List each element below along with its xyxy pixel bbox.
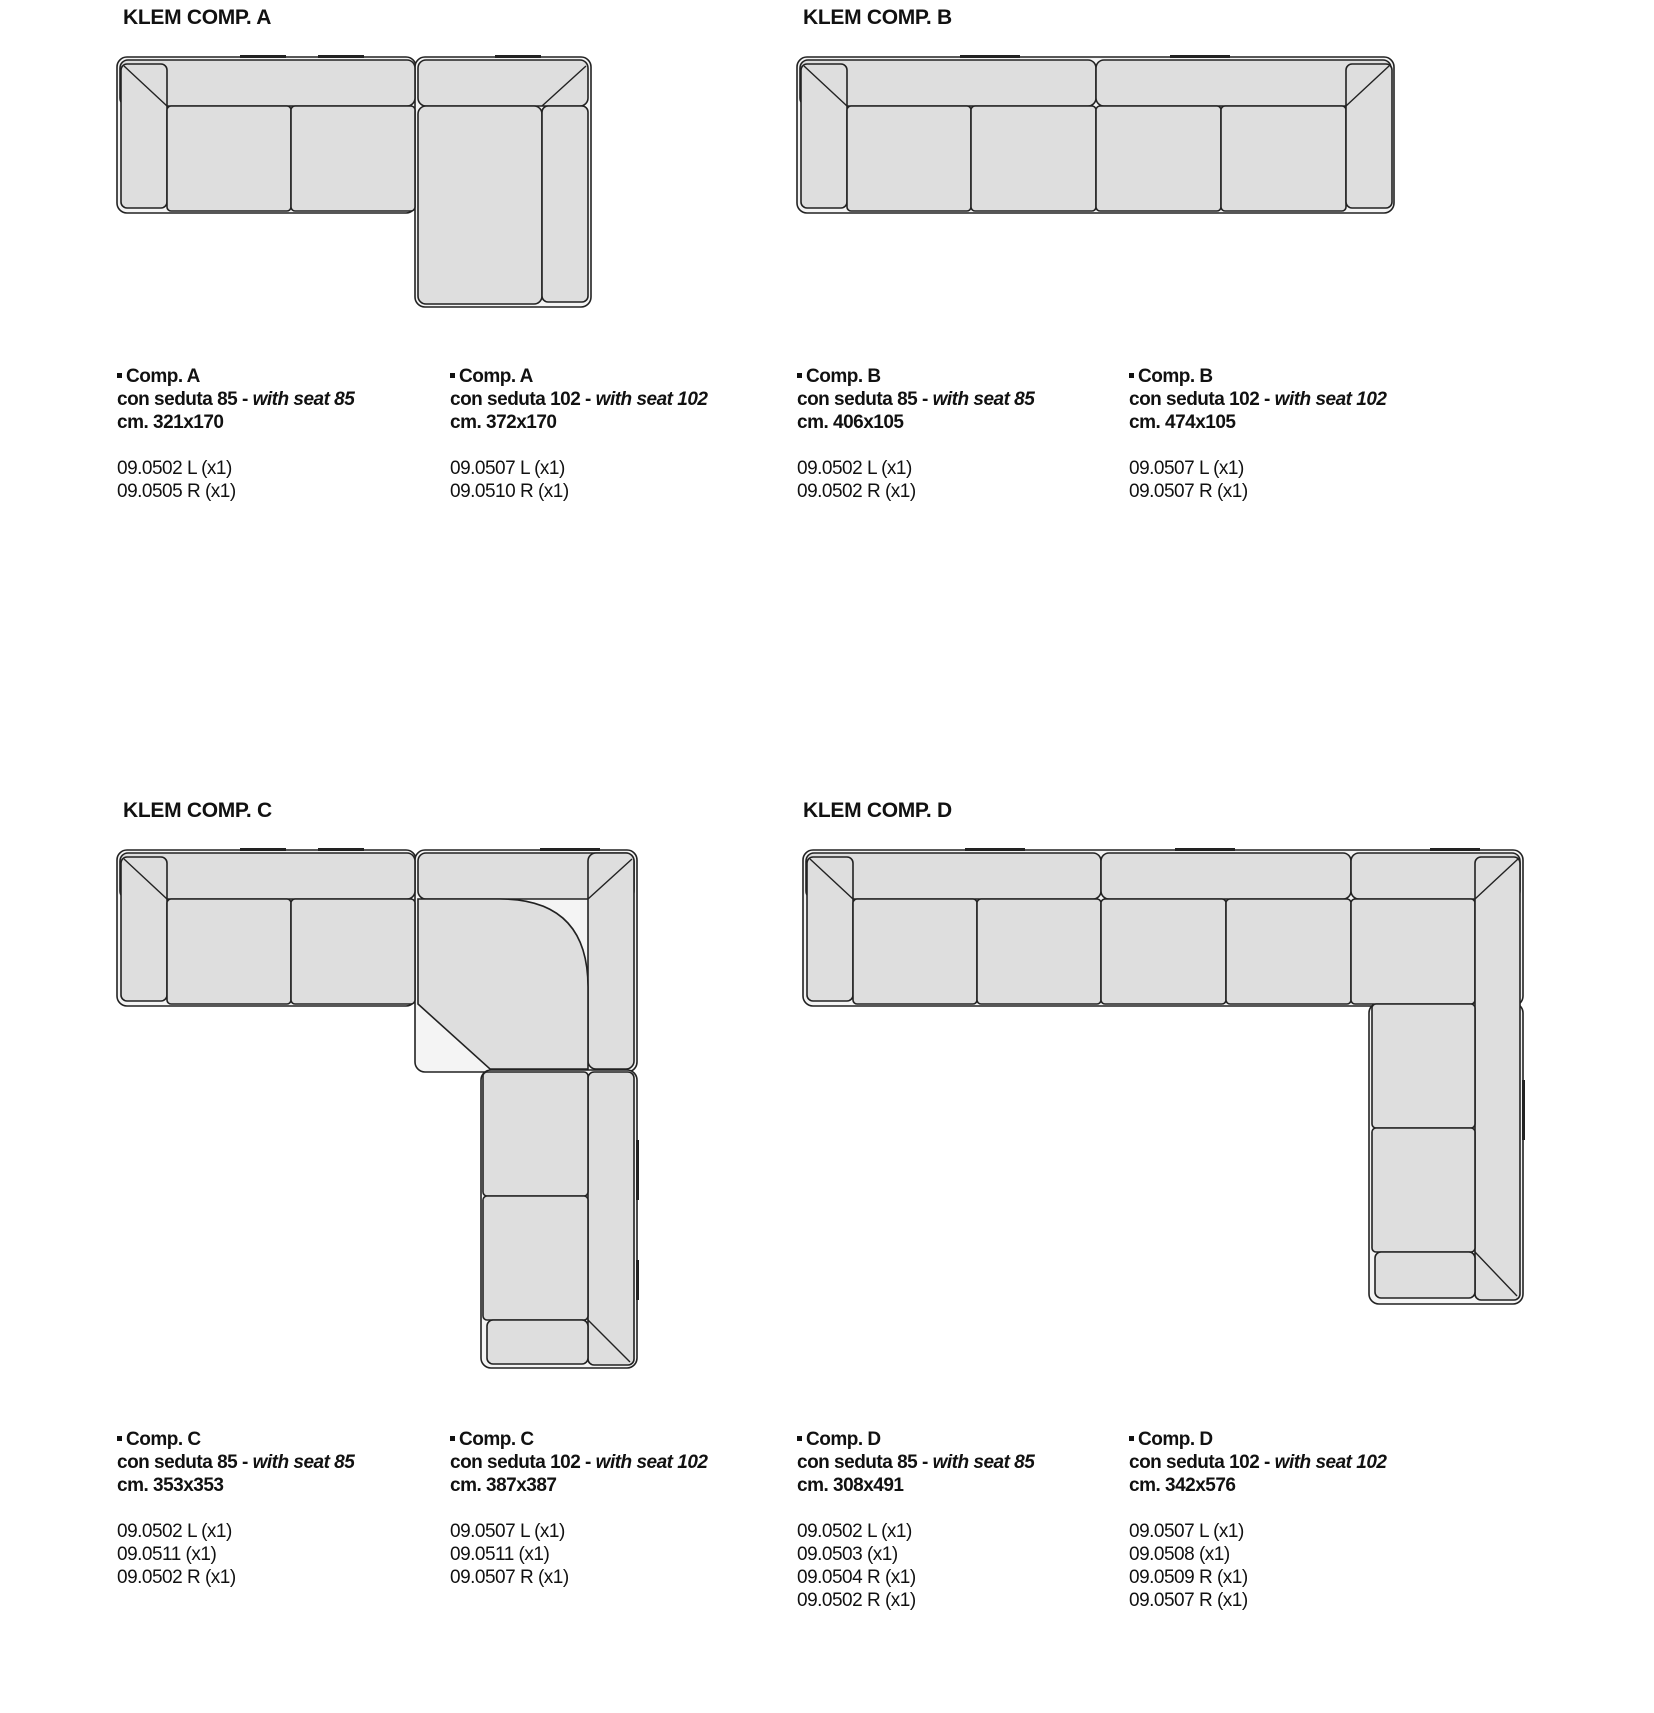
code: 09.0507 L (x1)	[450, 458, 565, 479]
seat-it: con seduta 102 -	[1129, 389, 1275, 410]
code: 09.0502 L (x1)	[117, 458, 232, 479]
code: 09.0511 (x1)	[117, 1544, 217, 1565]
sofa-plan-comp-c	[117, 848, 639, 1368]
seat-it: con seduta 85 -	[117, 389, 253, 410]
comp-label: Comp. D	[806, 1429, 881, 1450]
size: cm. 321x170	[117, 412, 224, 433]
comp-label: Comp. A	[459, 366, 533, 387]
seat-it: con seduta 102 -	[450, 389, 596, 410]
code: 09.0507 L (x1)	[1129, 1521, 1244, 1542]
code: 09.0502 L (x1)	[117, 1521, 232, 1542]
code: 09.0507 L (x1)	[1129, 458, 1244, 479]
seat-it: con seduta 102 -	[450, 1452, 596, 1473]
spec-comp-b-102	[1129, 365, 1386, 503]
comp-label: Comp. C	[126, 1429, 201, 1450]
size: cm. 308x491	[797, 1475, 904, 1496]
code: 09.0507 R (x1)	[1129, 481, 1248, 502]
sofa-plan-comp-d	[803, 848, 1525, 1304]
spec-comp-d-85	[797, 1428, 1034, 1612]
seat-it: con seduta 85 -	[797, 389, 933, 410]
size: cm. 474x105	[1129, 412, 1236, 433]
spec-comp-d-102	[1129, 1428, 1386, 1612]
comp-label: Comp. C	[459, 1429, 534, 1450]
code: 09.0509 R (x1)	[1129, 1567, 1248, 1588]
sofa-plan-comp-a	[117, 55, 591, 307]
size: cm. 372x170	[450, 412, 557, 433]
code: 09.0503 (x1)	[797, 1544, 898, 1565]
code: 09.0507 R (x1)	[1129, 1590, 1248, 1611]
seat-it: con seduta 102 -	[1129, 1452, 1275, 1473]
code: 09.0502 R (x1)	[797, 1590, 916, 1611]
spec-comp-c-85	[117, 1428, 354, 1589]
title-comp-d: KLEM COMP. D	[803, 799, 952, 822]
size: cm. 342x576	[1129, 1475, 1236, 1496]
code: 09.0502 R (x1)	[117, 1567, 236, 1588]
seat-en: with seat 102	[1274, 389, 1387, 410]
code: 09.0504 R (x1)	[797, 1567, 916, 1588]
code: 09.0507 L (x1)	[450, 1521, 565, 1542]
spec-comp-a-102	[450, 365, 707, 503]
code: 09.0510 R (x1)	[450, 481, 569, 502]
seat-en: with seat 85	[932, 389, 1035, 410]
comp-label: Comp. B	[806, 366, 881, 387]
sofa-plan-comp-b	[797, 55, 1394, 213]
code: 09.0502 L (x1)	[797, 1521, 912, 1542]
code: 09.0508 (x1)	[1129, 1544, 1230, 1565]
code: 09.0502 L (x1)	[797, 458, 912, 479]
code: 09.0502 R (x1)	[797, 481, 916, 502]
size: cm. 387x387	[450, 1475, 557, 1496]
title-comp-b: KLEM COMP. B	[803, 6, 952, 29]
code: 09.0507 R (x1)	[450, 1567, 569, 1588]
comp-label: Comp. A	[126, 366, 200, 387]
spec-comp-c-102	[450, 1428, 707, 1589]
seat-it: con seduta 85 -	[797, 1452, 933, 1473]
size: cm. 406x105	[797, 412, 904, 433]
seat-it: con seduta 85 -	[117, 1452, 253, 1473]
seat-en: with seat 85	[252, 389, 355, 410]
seat-en: with seat 85	[252, 1452, 355, 1473]
code: 09.0511 (x1)	[450, 1544, 550, 1565]
title-comp-a: KLEM COMP. A	[123, 6, 272, 29]
title-comp-c: KLEM COMP. C	[123, 799, 272, 822]
seat-en: with seat 85	[932, 1452, 1035, 1473]
seat-en: with seat 102	[595, 389, 708, 410]
comp-label: Comp. D	[1138, 1429, 1213, 1450]
code: 09.0505 R (x1)	[117, 481, 236, 502]
spec-comp-a-85	[117, 365, 354, 503]
comp-label: Comp. B	[1138, 366, 1213, 387]
seat-en: with seat 102	[1274, 1452, 1387, 1473]
spec-comp-b-85	[797, 365, 1034, 503]
size: cm. 353x353	[117, 1475, 224, 1496]
seat-en: with seat 102	[595, 1452, 708, 1473]
